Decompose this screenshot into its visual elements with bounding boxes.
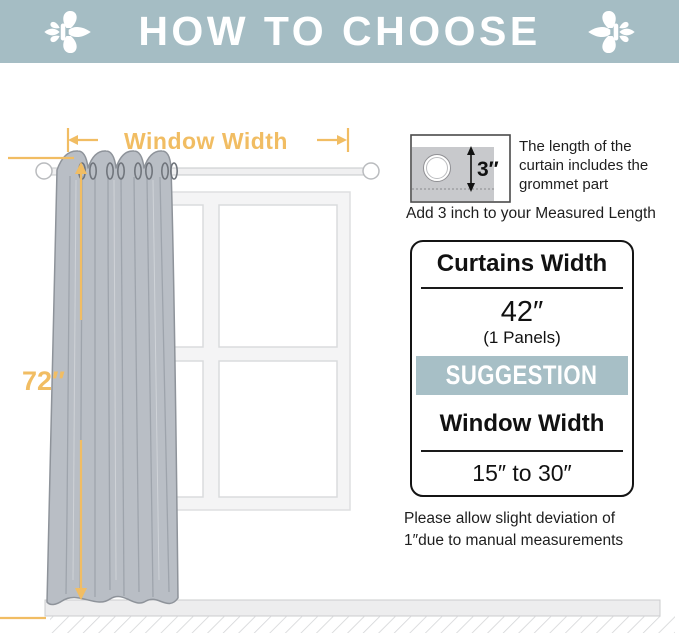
- deviation-note: [404, 508, 676, 551]
- window-width-label: Window Width: [124, 128, 288, 154]
- table-divider: [421, 450, 623, 452]
- panels-note: (1 Panels): [483, 328, 561, 347]
- deviation-note-line2: 1″due to manual measurements: [404, 531, 624, 549]
- fleur-de-lis-left-icon: [36, 3, 98, 61]
- curtains-width-value: 42″: [500, 296, 544, 328]
- page-title: HOW TO CHOOSE: [138, 8, 541, 54]
- curtains-width-header: Curtains Width: [436, 250, 608, 277]
- suggestion-label: SUGGESTION: [446, 360, 598, 390]
- suggestion-band: [416, 356, 628, 395]
- deviation-note-line1: Please allow slight deviation of: [404, 510, 616, 527]
- floor-hatching: [50, 616, 675, 633]
- window-width-header: Window Width: [439, 410, 605, 437]
- grommet-instruction: Add 3 inch to your Measured Length: [406, 205, 656, 222]
- fleur-de-lis-right-icon: [581, 3, 643, 61]
- window-width-measure: [68, 128, 348, 154]
- curtain-height-label: 72″: [22, 366, 65, 396]
- curtain-panel: [47, 151, 178, 605]
- size-table: [410, 240, 634, 497]
- grommet-length-figure: [410, 134, 511, 203]
- header-banner: [0, 0, 679, 63]
- grommet-measure-label: 3″: [477, 158, 499, 181]
- window-width-range: 15″ to 30″: [472, 460, 572, 486]
- floor: [45, 600, 675, 633]
- table-divider: [421, 287, 623, 289]
- grommet-icon: [424, 155, 451, 182]
- grommet-description: The length of the curtain includes the grommet part: [519, 138, 649, 193]
